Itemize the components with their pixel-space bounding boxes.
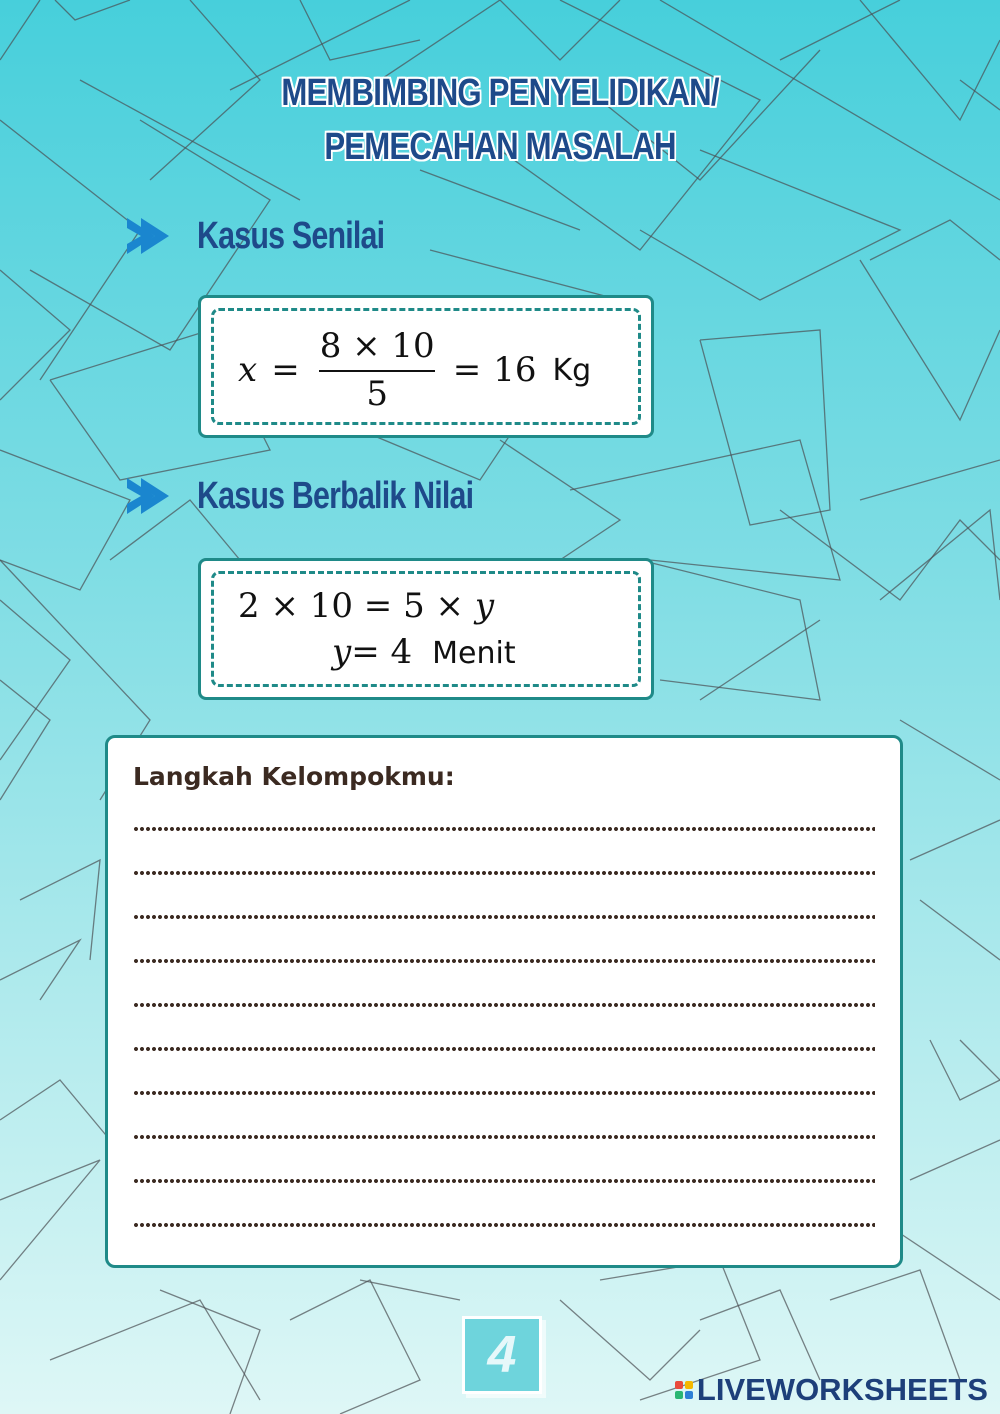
formula-unit: Kg <box>552 352 592 388</box>
formula-box-inner <box>211 308 641 425</box>
liveworksheets-logo-icon <box>675 1381 693 1399</box>
section-kasus-senilai <box>125 212 431 260</box>
formula-variable: y <box>332 632 352 672</box>
answer-line-5[interactable] <box>133 1002 875 1008</box>
formula-equals: = <box>452 350 482 390</box>
answer-line-9[interactable] <box>133 1178 875 1184</box>
formula-box-inner <box>211 571 641 687</box>
brand-name: LIVEWORKSHEETS <box>696 1372 988 1407</box>
answer-line-3[interactable] <box>133 914 875 920</box>
liveworksheets-brand <box>675 1372 988 1408</box>
page-title-line-1: MEMBIMBING PENYELIDIKAN/ <box>281 72 719 114</box>
section-label: Kasus Berbalik Nilai <box>197 474 474 517</box>
formula-fraction <box>314 326 441 414</box>
formula-variable: y <box>474 586 495 626</box>
formula-box-berbalik-nilai <box>198 558 654 700</box>
formula-numerator: 8 × 10 <box>319 326 435 366</box>
formula-unit: Menit <box>432 636 516 671</box>
answer-line-2[interactable] <box>133 870 875 876</box>
formula-line-1 <box>238 586 494 626</box>
page-number: 4 <box>462 1316 542 1394</box>
page-title-line-2: PEMECAHAN MASALAH <box>324 126 676 168</box>
formula-line-2 <box>332 632 516 672</box>
section-kasus-berbalik-nilai <box>125 472 542 520</box>
formula-expression: = 4 <box>351 632 413 672</box>
double-chevron-right-icon <box>125 472 171 520</box>
answer-line-7[interactable] <box>133 1090 875 1096</box>
formula-denominator: 5 <box>366 374 388 414</box>
group-steps-title: Langkah Kelompokmu: <box>133 762 455 791</box>
formula-variable: x <box>238 350 258 390</box>
double-chevron-right-icon <box>125 212 171 260</box>
answer-line-10[interactable] <box>133 1222 875 1228</box>
answer-line-1[interactable] <box>133 826 875 832</box>
answer-line-6[interactable] <box>133 1046 875 1052</box>
formula-senilai <box>238 325 591 415</box>
answer-line-8[interactable] <box>133 1134 875 1140</box>
formula-equals: = <box>271 350 300 390</box>
section-label: Kasus Senilai <box>197 214 385 257</box>
formula-box-senilai <box>198 295 654 438</box>
group-steps-box <box>105 735 903 1268</box>
formula-result: 16 <box>493 350 537 390</box>
answer-line-4[interactable] <box>133 958 875 964</box>
formula-expression: 2 × 10 = 5 × <box>238 586 475 626</box>
